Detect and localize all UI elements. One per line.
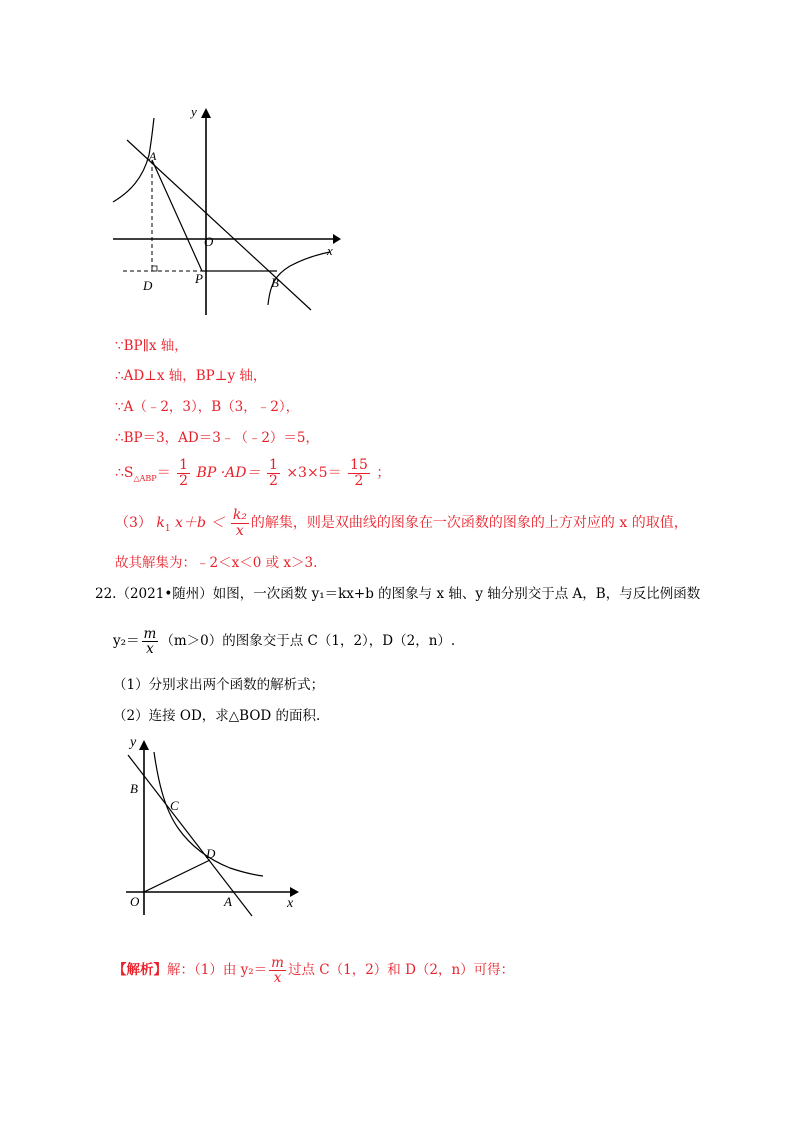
label-o: O xyxy=(130,894,140,909)
right-angle-mark xyxy=(152,266,157,271)
expr-product: ×3×5＝ xyxy=(286,465,342,482)
fraction-half-2 xyxy=(267,458,280,488)
inequality-explanation: 的解集，则是双曲线的图象在一次函数的图象的上方对应的 x 的取值， xyxy=(250,515,688,532)
solution-line-2: ∴AD⊥x 轴，BP⊥y 轴， xyxy=(115,368,267,384)
y2-label: y₂＝ xyxy=(113,633,140,650)
label-x: x xyxy=(287,896,294,911)
fraction-k2-x xyxy=(231,508,249,538)
fraction-num: 1 xyxy=(179,457,189,473)
problem-22-condition: （m＞0）的图象交于点 C（1，2），D（2，n）. xyxy=(160,633,456,650)
fraction-num: 1 xyxy=(268,457,278,473)
fraction-den: 2 xyxy=(268,472,278,489)
fraction-result xyxy=(348,458,370,488)
eq-sign: ＝ xyxy=(156,465,171,482)
label-x: x xyxy=(327,243,333,258)
fraction-den: x xyxy=(146,641,154,658)
x-axis-arrow xyxy=(333,234,341,244)
fraction-m-x xyxy=(269,956,286,985)
label-a: A xyxy=(149,149,157,163)
problem-22-line-1: 22.（2021•随州）如图，一次函数 y₁＝kx+b 的图象与 x 轴、y 轴分别交于点 A，B，与反比例函数 xyxy=(95,586,701,602)
problem-22-line-2 xyxy=(113,627,455,656)
figure-2-graph xyxy=(120,730,320,920)
analysis-prefix: 解：（1）由 y₂＝ xyxy=(167,962,268,979)
expr-bp-ad: BP ·AD＝ xyxy=(196,465,261,482)
solution-line-4: ∴BP＝3，AD＝3﹣（﹣2）＝5， xyxy=(115,430,320,446)
analysis-tag: 【解析】 xyxy=(113,962,167,979)
solution-line-1: ∵BP∥x 轴， xyxy=(115,338,188,354)
label-o: O xyxy=(204,234,214,249)
label-d: D xyxy=(143,278,153,293)
question-1: （1）分别求出两个函数的解析式； xyxy=(113,677,325,693)
area-subscript: △ABP xyxy=(133,473,157,483)
area-symbol: ∴S xyxy=(115,465,134,482)
solution-line-3: ∵A（﹣2，3），B（3，﹣2）， xyxy=(115,399,300,415)
fraction-num: k₂ xyxy=(232,507,247,523)
y-axis-arrow xyxy=(139,740,149,750)
figure-1-graph xyxy=(105,100,345,320)
fraction-num: 15 xyxy=(350,457,368,473)
fraction-num: m xyxy=(143,626,157,642)
k1-symbol: k xyxy=(156,515,165,532)
segment-od xyxy=(144,860,210,892)
fraction-m-x xyxy=(142,627,159,656)
semicolon: ； xyxy=(376,465,391,482)
label-p: P xyxy=(195,271,203,286)
label-c: C xyxy=(170,798,179,813)
label-y: y xyxy=(191,104,197,119)
label-y: y xyxy=(130,735,137,750)
label-b: B xyxy=(271,275,279,290)
solution-line-6 xyxy=(115,508,688,538)
segment-ap xyxy=(152,160,202,271)
inequality-expr: x＋b ＜ xyxy=(175,515,225,532)
solution-line-7: 故其解集为：﹣2＜x＜0 或 x＞3. xyxy=(115,555,318,571)
label-a: A xyxy=(224,894,232,909)
fraction-den: x xyxy=(273,970,282,987)
solution-line-5 xyxy=(115,458,390,488)
part3-label: （3） xyxy=(115,515,152,532)
fraction-num: m xyxy=(271,955,284,971)
fraction-den: x xyxy=(235,522,244,539)
fraction-half-1 xyxy=(177,458,190,488)
k1-subscript: 1 xyxy=(164,523,171,534)
label-b: B xyxy=(130,781,138,796)
label-d: D xyxy=(206,846,216,861)
analysis-text: 过点 C（1，2）和 D（2，n）可得： xyxy=(287,962,515,979)
y-axis-arrow xyxy=(201,108,211,118)
question-2: （2）连接 OD，求△BOD 的面积. xyxy=(113,708,321,724)
analysis-line xyxy=(113,956,514,985)
fraction-den: 2 xyxy=(179,472,189,489)
fraction-den: 2 xyxy=(354,472,364,489)
